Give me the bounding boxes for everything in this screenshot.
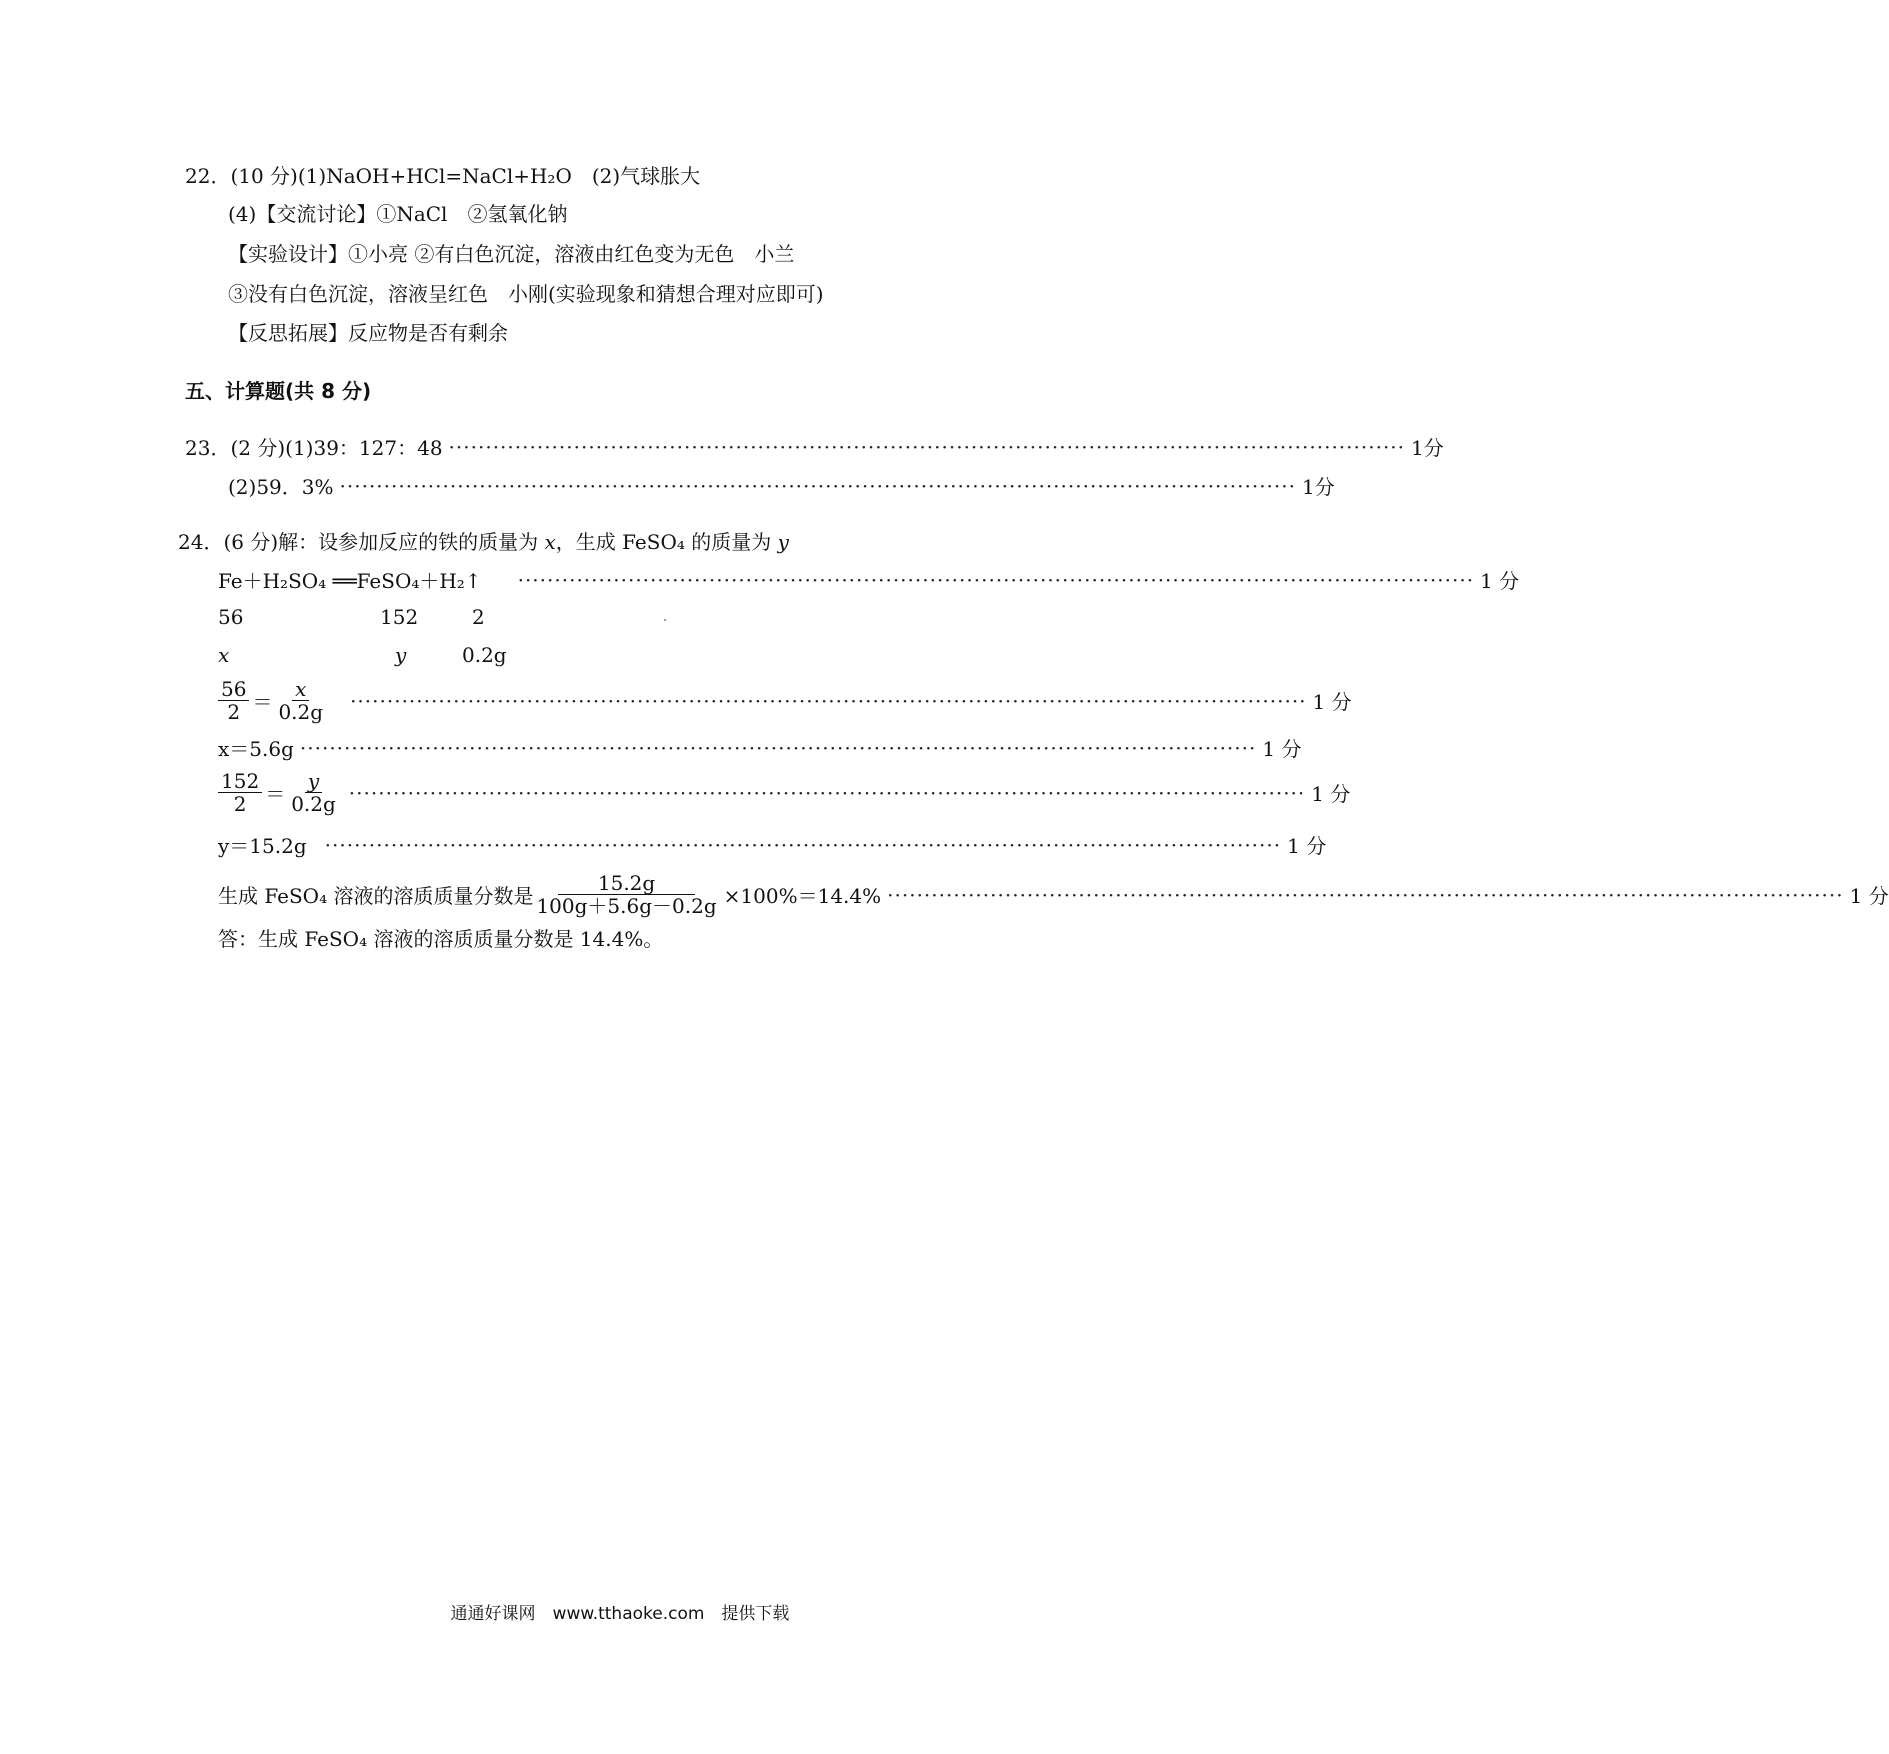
- q24-ratio1-left: $\frac{56}{2}$: [218, 678, 249, 723]
- q24-var-x: x: [544, 530, 556, 554]
- q24-score-y: 1 分: [1287, 834, 1327, 858]
- q24-fraction: $\frac{15.2g}{100g+5.6g-0.2g}$: [536, 871, 717, 918]
- stray-dot: [664, 619, 666, 621]
- q24-ratio2-right: $\frac{y}{0.2g}$: [291, 769, 336, 816]
- footer-source: 通通好课网 www.tthaoke.com 提供下载: [450, 1604, 790, 1624]
- leader-dots: ··································································································································: [517, 567, 1475, 592]
- leader-dots: ··································································································································: [324, 832, 1282, 857]
- q24-ratio1-right: $\frac{x}{0.2g}$: [278, 677, 324, 724]
- q23-part1-row: [185, 432, 1444, 461]
- leader-dots: ··································································································································: [887, 882, 1844, 907]
- q24-result-y: y＝15.2g: [218, 834, 307, 858]
- q23-part1: 23．(2 分)(1)39：127：48: [185, 436, 443, 460]
- q22-line1: 22．(10 分)(1)NaOH+HCl=NaCl+H₂O (2)气球胀大: [185, 164, 701, 188]
- q24-score-x: 1 分: [1262, 737, 1302, 761]
- q24-unknown-y: y: [395, 643, 407, 667]
- q24-score-equation: 1 分: [1480, 569, 1520, 593]
- q23-score-2: 1分: [1301, 475, 1335, 499]
- q24-intro-a: 24．(6 分)解：设参加反应的铁的质量为: [178, 530, 545, 554]
- q24-ratio2-row: $\frac{152}{2}$ ＝ $\frac{y}{0.2g}$ ·································································································································· 1 分: [218, 770, 1050, 815]
- q23-part2: (2)59．3%: [228, 475, 334, 499]
- q22-line3: 【实验设计】①小亮 ②有白色沉淀，溶液由红色变为无色 小兰: [228, 242, 795, 266]
- q24-equation-row: [218, 565, 1520, 594]
- q24-score-ratio2: 1 分: [1311, 782, 1351, 806]
- leader-dots: ··································································································································: [299, 735, 1257, 760]
- q24-fraction-row: [218, 871, 1889, 918]
- q24-score-ratio1: 1 分: [1312, 690, 1352, 714]
- leader-dots: ··································································································································: [448, 434, 1406, 459]
- q24-mass-feso4: 152: [380, 605, 419, 629]
- q24-ratio2-left: $\frac{152}{2}$: [218, 770, 262, 815]
- q24-result-x-row: [218, 733, 1302, 762]
- leader-dots: ··································································································································: [350, 688, 1307, 713]
- q22-line4: ③没有白色沉淀，溶液呈红色 小刚(实验现象和猜想合理对应即可): [228, 282, 824, 306]
- q22-line2: (4)【交流讨论】①NaCl ②氢氧化钠: [228, 202, 568, 226]
- q24-answer: 答：生成 FeSO₄ 溶液的溶质质量分数是 14.4%。: [218, 927, 664, 951]
- q24-fraction-tail: ×100%＝14.4%: [723, 884, 882, 908]
- q24-result-y-row: [218, 830, 1327, 859]
- leader-dots: ··································································································································: [339, 473, 1296, 498]
- q24-intro: [178, 528, 789, 556]
- leader-dots: ··································································································································: [348, 780, 1306, 805]
- q24-var-y: y: [777, 530, 789, 554]
- q24-mass-fe: 56: [218, 605, 244, 629]
- q24-fraction-text: 生成 FeSO₄ 溶液的溶质质量分数是: [218, 884, 534, 908]
- q24-equation: Fe＋H₂SO₄ ══FeSO₄＋H₂↑: [218, 569, 482, 593]
- q24-unknown-x: x: [218, 643, 230, 667]
- q24-score-fraction: 1 分: [1849, 884, 1889, 908]
- q23-part2-row: [228, 471, 1335, 500]
- q24-mass-h2: 2: [472, 605, 485, 629]
- section-title: 五、计算题(共 8 分): [185, 379, 372, 403]
- q24-h2-mass: 0.2g: [462, 643, 507, 667]
- q23-score-1: 1分: [1411, 436, 1444, 460]
- q24-result-x: x＝5.6g: [218, 737, 294, 761]
- q24-intro-b: ，生成 FeSO₄ 的质量为: [555, 530, 778, 554]
- q22-line5: 【反思拓展】反应物是否有剩余: [228, 321, 508, 345]
- q24-ratio1-row: $\frac{56}{2}$ ＝ $\frac{x}{0.2g}$ ·································································································································· 1 分: [218, 678, 1050, 723]
